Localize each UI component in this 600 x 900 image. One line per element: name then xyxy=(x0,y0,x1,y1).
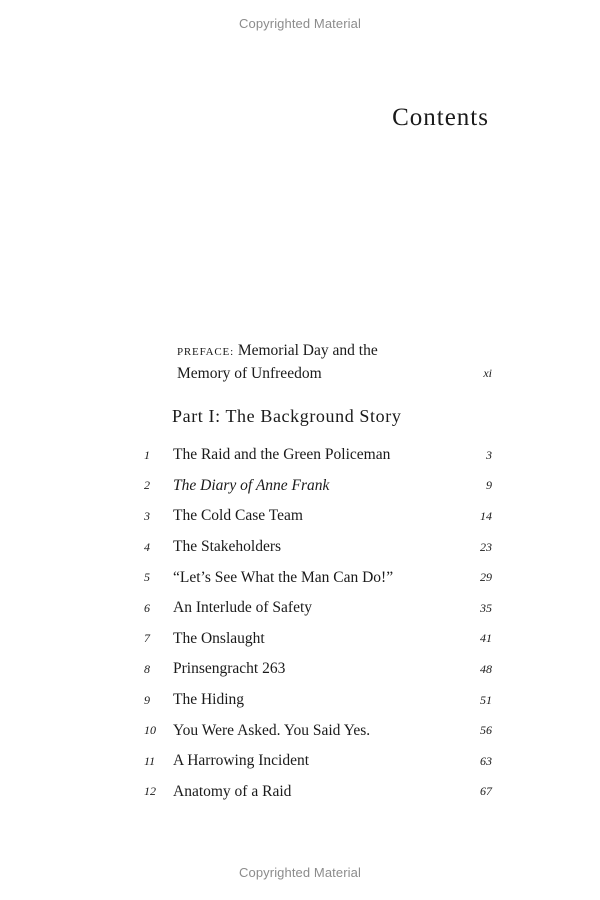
chapter-entry xyxy=(144,593,492,624)
chapter-title: The Onslaught xyxy=(173,629,265,647)
chapter-page-number: 51 xyxy=(480,692,492,707)
chapter-page-number: 29 xyxy=(480,570,492,585)
chapter-title: The Stakeholders xyxy=(173,538,282,556)
chapter-page-number: 48 xyxy=(480,661,492,676)
chapter-title: You Were Asked. You Said Yes. xyxy=(173,721,371,739)
chapter-title: “Let’s See What the Man Can Do!” xyxy=(173,568,394,586)
chapter-page-number: 3 xyxy=(486,447,492,462)
chapter-number: 4 xyxy=(144,539,150,554)
chapter-title: An Interlude of Safety xyxy=(173,599,313,617)
chapter-number: 9 xyxy=(144,692,150,707)
chapter-number: 7 xyxy=(144,631,150,646)
copyright-watermark-top: Copyrighted Material xyxy=(239,16,361,31)
chapter-title: Anatomy of a Raid xyxy=(173,782,292,800)
chapter-entry xyxy=(144,654,492,685)
chapter-number: 5 xyxy=(144,570,150,585)
chapter-number: 8 xyxy=(144,661,150,676)
preface-title-line1: Memorial Day and the xyxy=(237,342,378,359)
chapter-entry xyxy=(144,746,492,777)
chapter-number: 10 xyxy=(144,723,156,738)
chapter-title: The Diary of Anne Frank xyxy=(173,476,330,494)
chapter-page-number: 67 xyxy=(480,784,492,799)
chapter-number: 3 xyxy=(144,508,150,523)
preface-title-line2: Memory of Unfreedom xyxy=(177,365,322,382)
part-heading: Part I: The Background Story xyxy=(172,406,402,426)
chapter-entry xyxy=(144,532,492,563)
chapter-title: A Harrowing Incident xyxy=(173,752,310,770)
preface-entry xyxy=(177,340,492,384)
chapter-title: Prinsengracht 263 xyxy=(173,660,286,678)
preface-line-1 xyxy=(177,340,492,363)
chapter-number: 11 xyxy=(144,753,156,768)
chapter-list xyxy=(144,440,492,807)
preface-line-2 xyxy=(177,363,492,384)
chapter-page-number: 56 xyxy=(480,723,492,738)
chapter-title: The Hiding xyxy=(173,691,245,709)
chapter-entry xyxy=(144,685,492,716)
chapter-entry xyxy=(144,777,492,808)
chapter-page-number: 14 xyxy=(480,508,492,523)
chapter-number: 2 xyxy=(144,478,150,493)
chapter-entry xyxy=(144,440,492,471)
chapter-number: 12 xyxy=(144,784,156,799)
chapter-page-number: 9 xyxy=(486,478,492,493)
chapter-entry xyxy=(144,562,492,593)
chapter-title: The Raid and the Green Policeman xyxy=(173,446,391,464)
chapter-entry xyxy=(144,715,492,746)
chapter-number: 1 xyxy=(144,447,150,462)
preface-label: PREFACE: xyxy=(177,346,234,358)
chapter-page-number: 63 xyxy=(480,753,492,768)
chapter-entry xyxy=(144,501,492,532)
chapter-page-number: 41 xyxy=(480,631,492,646)
chapter-title: The Cold Case Team xyxy=(173,507,303,525)
chapter-entry xyxy=(144,624,492,655)
chapter-number: 6 xyxy=(144,600,150,615)
preface-page-number: xi xyxy=(483,366,492,380)
chapter-entry xyxy=(144,471,492,502)
chapter-page-number: 35 xyxy=(480,600,492,615)
page-title: Contents xyxy=(392,104,489,131)
chapter-page-number: 23 xyxy=(480,539,492,554)
copyright-watermark-bottom: Copyrighted Material xyxy=(239,865,361,880)
